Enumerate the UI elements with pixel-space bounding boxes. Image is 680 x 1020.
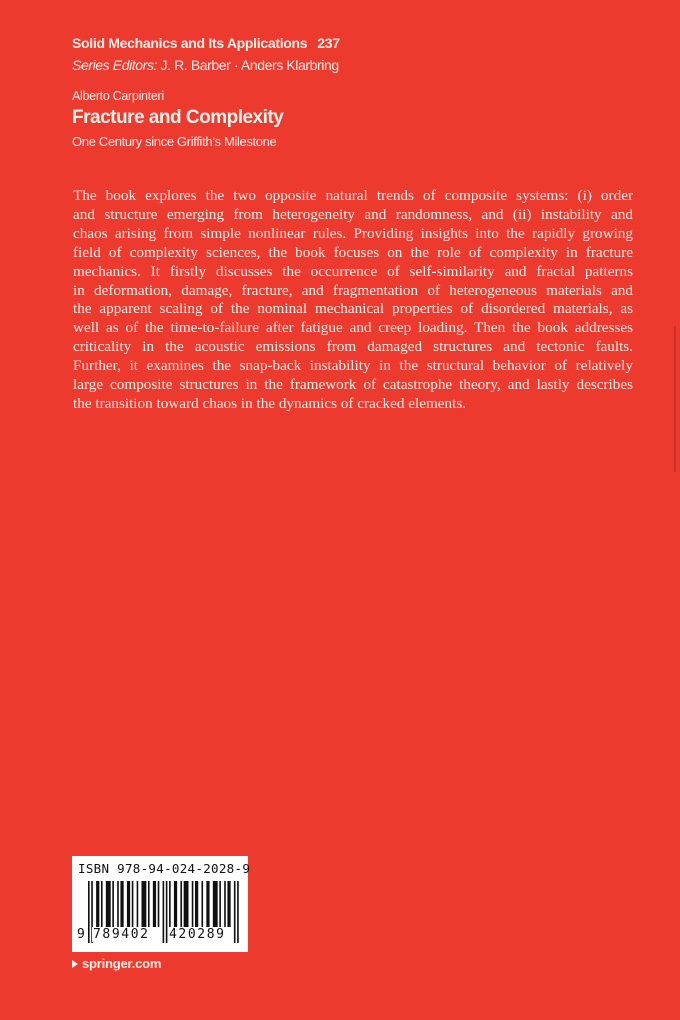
- description-line: large composite structures in the framework of catastrophe theory, and lastly describes: [73, 376, 633, 394]
- book-description: [73, 187, 633, 414]
- description-line: and structure emerging from heterogeneity and randomness, and (ii) instability and: [73, 205, 633, 223]
- author-name: Alberto Carpinteri: [72, 89, 164, 103]
- description-line: criticality in the acoustic emissions from damaged structures and tectonic faults.: [73, 338, 633, 356]
- barcode-digits-right: 420289: [169, 927, 226, 942]
- springer-link-text: springer.com: [82, 956, 162, 971]
- description-line: mechanics. It firstly discusses the occurrence of self-similarity and fractal patterns: [73, 262, 633, 280]
- description-line: in deformation, damage, fracture, and fragmentation of heterogeneous materials and: [73, 281, 633, 299]
- description-line: chaos arising from simple nonlinear rules. Providing insights into the rapidly growing: [73, 224, 633, 242]
- triangle-right-icon: [72, 960, 78, 968]
- series-name: Solid Mechanics and Its Applications: [72, 35, 308, 51]
- spine-edge-mark: [674, 326, 676, 472]
- series-editors-label: Series Editors:: [72, 57, 158, 73]
- barcode-digit-lead: 9: [77, 927, 85, 942]
- description-line: The book explores the two opposite natural trends of composite systems: (i) order: [73, 187, 633, 204]
- book-title: Fracture and Complexity: [72, 107, 284, 128]
- springer-link[interactable]: [72, 956, 161, 971]
- series-editors-names: J. R. Barber · Anders Klarbring: [160, 57, 339, 73]
- book-subtitle: One Century since Griffith’s Milestone: [72, 134, 277, 149]
- series-editors: [72, 57, 339, 73]
- description-line: well as of the time-to-failure after fatigue and creep loading. Then the book addresses: [73, 319, 633, 337]
- series-title: [72, 35, 340, 51]
- description-line: field of complexity sciences, the book focuses on the role of complexity in fracture: [73, 243, 633, 261]
- description-line: the transition toward chaos in the dynamics of cracked elements.: [73, 394, 467, 412]
- isbn-barcode: [72, 856, 251, 952]
- barcode-digits-left: 789402: [93, 927, 150, 942]
- description-line: Further, it examines the snap-back instability in the structural behavior of relatively: [73, 357, 633, 375]
- series-volume: 237: [317, 35, 340, 51]
- isbn-label: ISBN 978-94-024-2028-9: [78, 861, 251, 876]
- description-line: the apparent scaling of the nominal mechanical properties of disordered materials, as: [73, 300, 633, 318]
